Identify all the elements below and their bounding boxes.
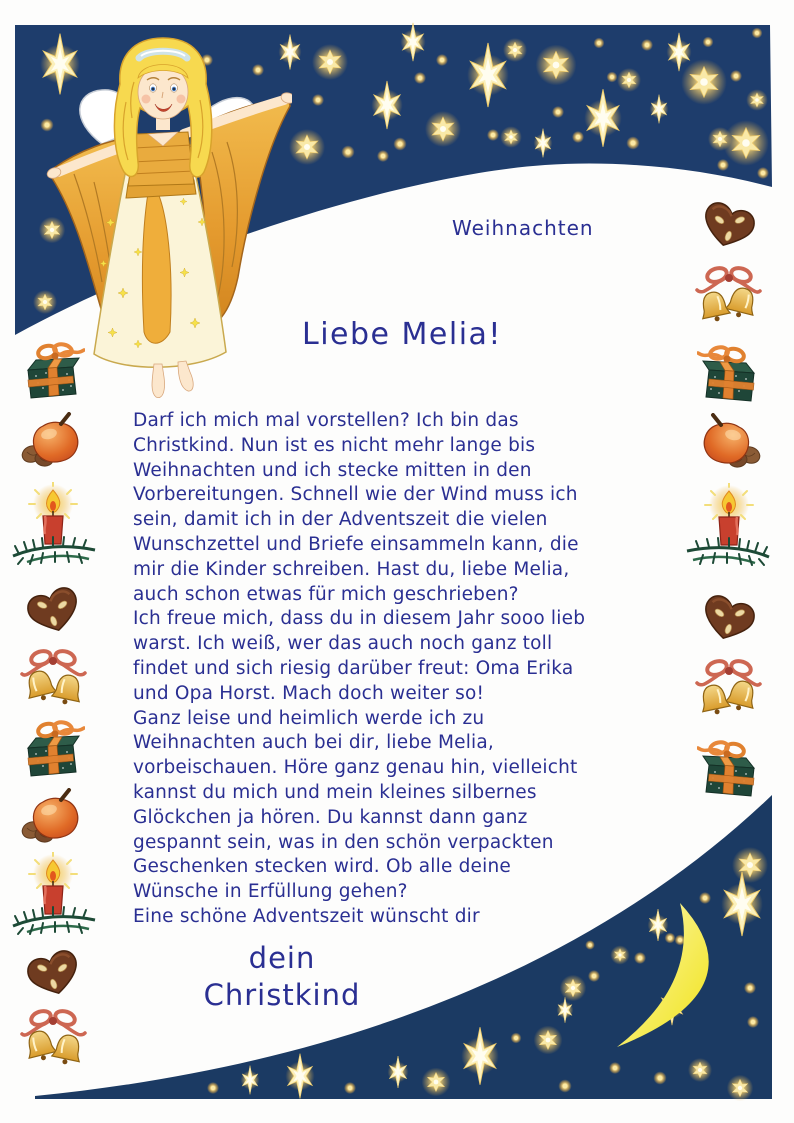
star-glow-icon [312,44,348,80]
gift-icon [697,343,761,405]
angel-foot-right [178,361,193,391]
gingerbread-heart-icon [698,200,760,256]
star-dot-icon [344,1082,356,1094]
bells-icon [690,265,768,335]
letter-body-line: Geschenken stecken wird. Ob alle deine [133,856,511,878]
angel-blush [142,95,151,104]
star-dot-icon [665,933,676,944]
star-dot-icon [609,1062,621,1074]
star-dot-icon [699,892,711,904]
star-dot-icon [747,1016,759,1028]
letter-body-line: Vorbereitungen. Schnell wie der Wind muss ich [133,484,578,506]
candle-icon [7,482,99,570]
letter-body-line: mir die Kinder schreiben. Hast du, liebe Melia, [133,558,570,580]
star-glow-icon [732,847,768,883]
star-dot-icon [730,70,742,82]
star-dot-icon [757,167,769,179]
letter-greeting: Liebe Melia! [302,317,502,352]
letter-body-line: Wünsche in Erfüllung gehen? [133,881,408,903]
apple-nuts-icon [19,412,87,468]
gingerbread-heart-icon [22,948,84,1004]
star-glow-icon [681,59,727,105]
star-glow-icon [422,1068,451,1097]
star-dot-icon [585,940,595,950]
star-glow-icon [560,975,586,1001]
star-dot-icon [641,39,653,51]
star-dot-icon [703,37,714,48]
signature-line: dein [248,941,316,975]
star-glow-icon [727,1075,753,1101]
candle-icon [683,483,775,571]
signature-line: Christkind [203,978,361,1012]
letter-body-line: auch schon etwas für mich geschrieben? [133,583,519,605]
star-dot-icon [414,72,426,84]
star-dot-icon [572,131,584,143]
bells-icon [14,648,92,718]
star-dot-icon [558,1079,571,1092]
gift-icon [21,718,85,780]
star-dot-icon [752,28,763,39]
letter-body-line: Christkind. Nun ist es nicht mehr lange bis [133,434,536,456]
letter-body-line: Ganz leise und heimlich werde ich zu [133,707,485,729]
star-dot-icon [717,159,729,171]
angel-blush [177,95,186,104]
star-dot-icon [626,136,639,149]
star-dot-icon [653,1071,666,1084]
star-glow-icon [425,111,461,147]
star-dot-icon [511,1033,522,1044]
letter-body-line: findet und sich riesig darüber freut: Oma Erika [133,657,574,679]
letter-signature [163,940,401,1014]
star-dot-icon [552,106,564,118]
letter-body-line: Eine schöne Adventszeit wünscht dir [133,905,480,927]
star-dot-icon [588,970,600,982]
star-dot-icon [607,72,618,83]
star-glow-icon [688,1058,712,1082]
bells-icon [690,658,768,728]
letter-body-line: Weihnachten und ich stecke mitten in den [133,459,532,481]
letter-body-line: und Opa Horst. Mach doch weiter so! [133,682,485,704]
letter-body-line: warst. Ich weiß, wer das auch noch ganz toll [133,633,553,655]
star-glow-icon [503,38,527,62]
letter-body-line: kannst du mich und mein kleines silbernes [133,781,537,803]
bells-icon [14,1008,92,1078]
star-dot-icon [377,150,389,162]
star-dot-icon [393,137,406,150]
gift-icon [697,738,761,800]
star-dot-icon [436,54,448,66]
document-topic-label: Weihnachten [452,216,594,240]
star-glow-icon [500,126,522,148]
star-glow-icon [536,45,577,86]
star-dot-icon [207,1082,219,1094]
star-dot-icon [487,129,499,141]
candle-icon [7,852,99,940]
star-glow-icon [617,68,641,92]
letter-body-line: Glöckchen ja hören. Du kannst dann ganz [133,806,528,828]
star-dot-icon [341,145,354,158]
apple-nuts-icon [695,413,763,469]
star-dot-icon [744,982,756,994]
angel-foot-left [152,364,165,398]
star-glow-icon [289,129,325,165]
letter-body-line: Weihnachten auch bei dir, liebe Melia, [133,732,494,754]
star-dot-icon [594,38,605,49]
letter-body-line: Darf ich mich mal vorstellen? Ich bin das [133,410,519,431]
star-glow-icon [723,120,769,166]
letter-body-line: Wunschzettel und Briefe einsammeln kann, die [133,533,579,555]
letter-body-line: vorbeischauen. Höre ganz genau hin, vielleicht [133,757,578,779]
star-glow-icon [610,945,629,964]
star-glow-icon [534,1026,563,1055]
letter-body-line: sein, damit ich in der Adventszeit die vielen [133,509,548,531]
apple-nuts-icon [19,788,87,844]
letter-body-line: Ich freue mich, dass du in diesem Jahr sooo lieb [133,608,586,630]
star-dot-icon [634,952,646,964]
letter-body [133,409,585,930]
letter-body-line: gespannt sein, was in den schön verpackten [133,831,554,853]
gift-icon [21,340,85,402]
gingerbread-heart-icon [22,585,84,641]
star-glow-icon [746,89,768,111]
gingerbread-heart-icon [698,593,760,649]
star-dot-icon [312,94,324,106]
